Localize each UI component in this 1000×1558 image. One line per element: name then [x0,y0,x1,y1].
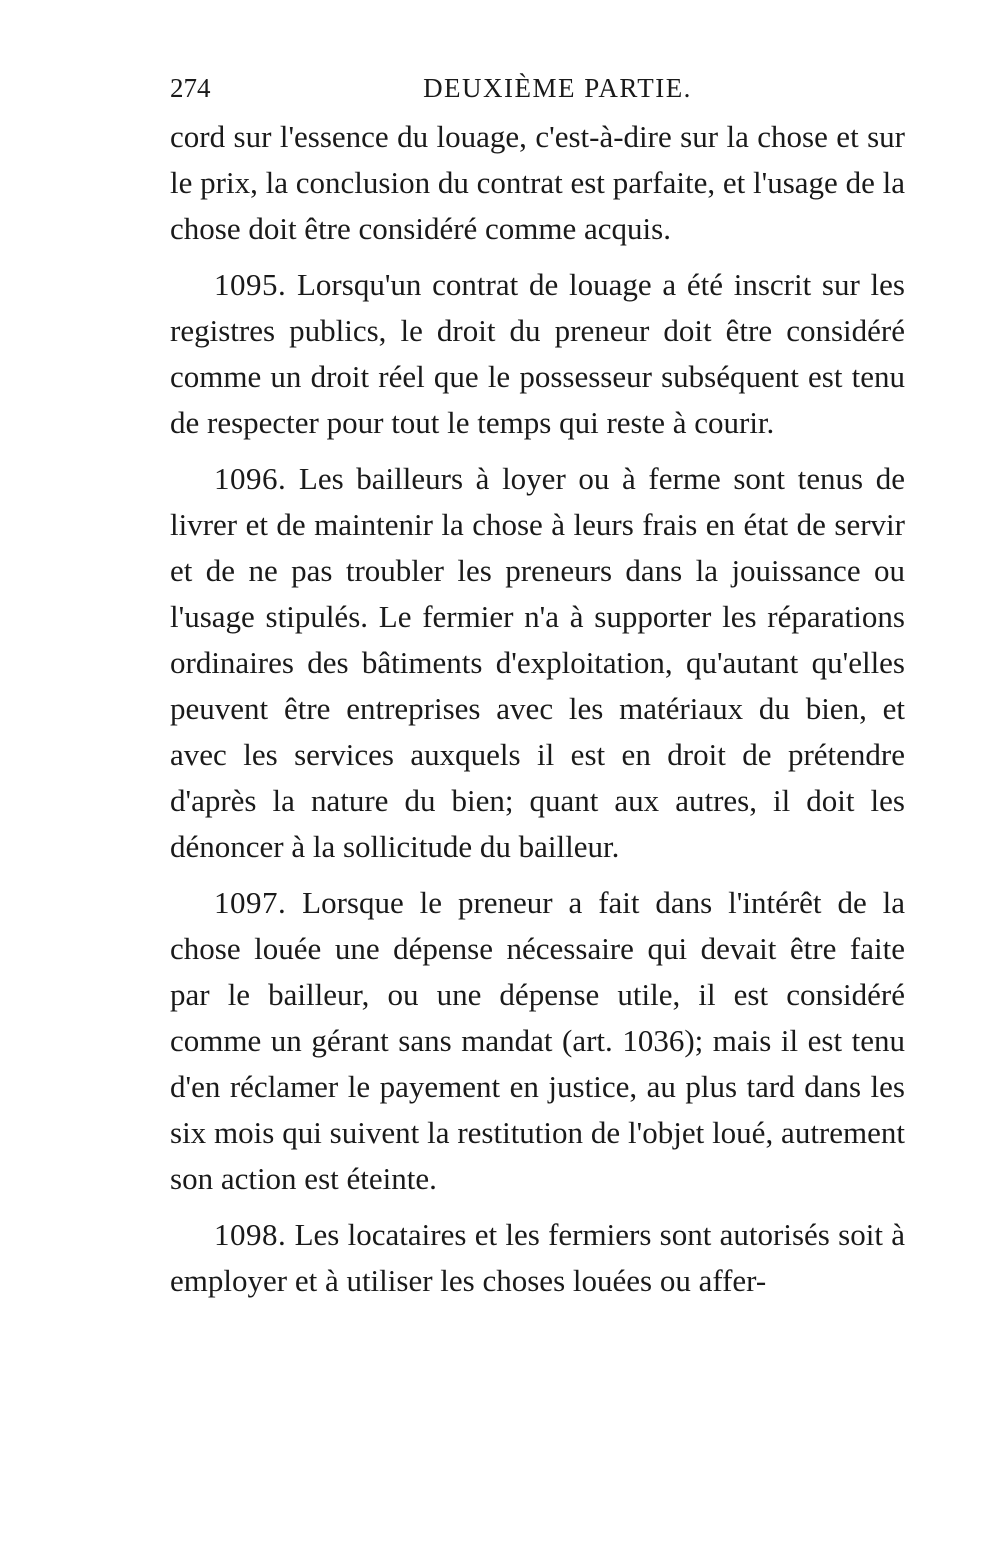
article-1096 [170,456,905,870]
article-number: 1098. [214,1217,287,1252]
running-title: DEUXIÈME PARTIE. [423,73,692,103]
page-number: 274 [170,73,211,103]
article-text: Lorsque le preneur a fait dans l'intérêt de la chose louée une dépense nécessaire qui devait être faite par le bailleur, ou une dépense utile, il est considéré comme un gérant sans mandat (art. 1036); mais il est tenu d'en réclamer le payement en justice, au plus tard dans les six mois qui suivent la restitution de l'objet loué, autrement son action est éteinte. [170,885,905,1196]
article-1098 [170,1212,905,1304]
article-1097 [170,880,905,1202]
running-head [170,66,905,110]
article-text: Lorsqu'un contrat de louage a été inscrit sur les registres publics, le droit du preneur doit être considéré comme un droit réel que le possesseur subséquent est tenu de respecter pour tout le temps qui reste à courir. [170,267,905,440]
article-text: Les bailleurs à loyer ou à ferme sont tenus de livrer et de maintenir la chose à leurs frais en état de servir et de ne pas troubler les preneurs dans la jouissance ou l'usage stipulés. Le fermier n'a à supporter les réparations ordinaires des bâtiments d'exploitation, qu'autant qu'elles peuvent être entreprises avec les matériaux du bien, et avec les services auxquels il est en droit de prétendre d'après la nature du bien; quant aux autres, il doit les dénoncer à la sollicitude du bailleur. [170,461,905,864]
article-1095 [170,262,905,446]
continuation-paragraph: cord sur l'essence du louage, c'est-à-dire sur la chose et sur le prix, la conclusion du contrat est parfaite, et l'usage de la chose doit être considéré comme acquis. [170,119,905,246]
article-number: 1096. [214,461,287,496]
article-text: Les locataires et les fermiers sont autorisés soit à employer et à utiliser les choses louées ou affer- [170,1217,906,1298]
text-block [170,114,905,1304]
article-number: 1095. [214,267,287,302]
article-number: 1097. [214,885,287,920]
